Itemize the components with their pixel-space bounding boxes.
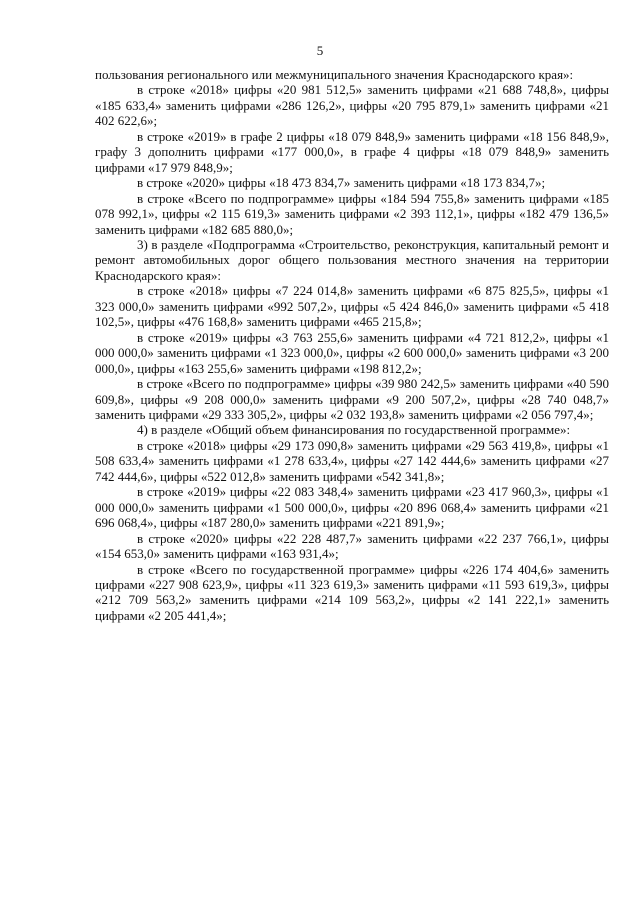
paragraph-12: в строке «2019» цифры «22 083 348,4» заменить цифрами «23 417 960,3», цифры «1 000 000,0» заменить цифрами «1 500 000,0», цифры «20 896 068,4» заменить цифрами «21 696 068,4», цифры «187 280,0» заменить цифрами «221 891,9»; bbox=[95, 484, 609, 531]
paragraph-8: в строке «2019» цифры «3 763 255,6» заменить цифрами «4 721 812,2», цифры «1 000 000,0» заменить цифрами «1 323 000,0», цифры «2 600 000,0» заменить цифрами «3 200 000,0», цифры «163 255,6» заменить цифрами «198 812,2»; bbox=[95, 329, 609, 376]
paragraph-5: в строке «Всего по подпрограмме» цифры «184 594 755,8» заменить цифрами «185 078 992,1», цифры «2 115 619,3» заменить цифрами «2 393 112,1», цифры «182 479 136,5» заменить цифрами «182 685 880,0»; bbox=[95, 190, 609, 237]
paragraph-13: в строке «2020» цифры «22 228 487,7» заменить цифрами «22 237 766,1», цифры «154 653,0» заменить цифрами «163 931,4»; bbox=[95, 530, 609, 562]
paragraph-2: в строке «2018» цифры «20 981 512,5» заменить цифрами «21 688 748,8», цифры «185 633,4» заменить цифрами «286 126,2», цифры «20 795 879,1» заменить цифрами «21 402 622,6»; bbox=[95, 82, 609, 129]
paragraph-14: в строке «Всего по государственной программе» цифры «226 174 404,6» заменить цифрами «227 908 623,9», цифры «11 323 619,3» заменить цифрами «11 593 619,3», цифры «212 709 563,2» заменить цифрами «214 109 563,2», цифры «2 141 222,1» заменить цифрами «2 205 441,4»; bbox=[95, 561, 609, 623]
paragraph-6: 3) в разделе «Подпрограмма «Строительство, реконструкция, капитальный ремонт и ремонт автомобильных дорог общего пользования местного значения на территории Краснодарского края»: bbox=[95, 236, 609, 283]
paragraph-10: 4) в разделе «Общий объем финансирования по государственной программе»: bbox=[137, 422, 571, 438]
paragraph-1: пользования регионального или межмуниципального значения Краснодарского края»: bbox=[95, 67, 574, 82]
document-body bbox=[95, 67, 609, 623]
paragraph-11: в строке «2018» цифры «29 173 090,8» заменить цифрами «29 563 419,8», цифры «1 508 633,4» заменить цифрами «1 278 633,4», цифры «27 142 444,6» заменить цифрами «27 742 444,6», цифры «522 012,8» заменить цифрами «542 341,8»; bbox=[95, 437, 609, 484]
paragraph-3: в строке «2019» в графе 2 цифры «18 079 848,9» заменить цифрами «18 156 848,9», графу 3 дополнить цифрами «177 000,0», в графе 4 цифры «18 079 848,9» заменить цифрами «17 979 848,9»; bbox=[95, 128, 609, 175]
paragraph-9: в строке «Всего по подпрограмме» цифры «39 980 242,5» заменить цифрами «40 590 609,8», цифры «9 208 000,0» заменить цифрами «9 200 507,2», цифры «28 740 048,7» заменить цифрами «29 333 305,2», цифры «2 032 193,8» заменить цифрами «2 056 797,4»; bbox=[95, 376, 609, 422]
paragraph-7: в строке «2018» цифры «7 224 014,8» заменить цифрами «6 875 825,5», цифры «1 323 000,0» заменить цифрами «992 507,2», цифры «5 424 846,0» заменить цифрами «5 418 102,5», цифры «476 168,8» заменить цифрами «465 215,8»; bbox=[95, 283, 609, 330]
page-number: 5 bbox=[316, 43, 324, 58]
paragraph-4: в строке «2020» цифры «18 473 834,7» заменить цифрами «18 173 834,7»; bbox=[137, 175, 546, 191]
